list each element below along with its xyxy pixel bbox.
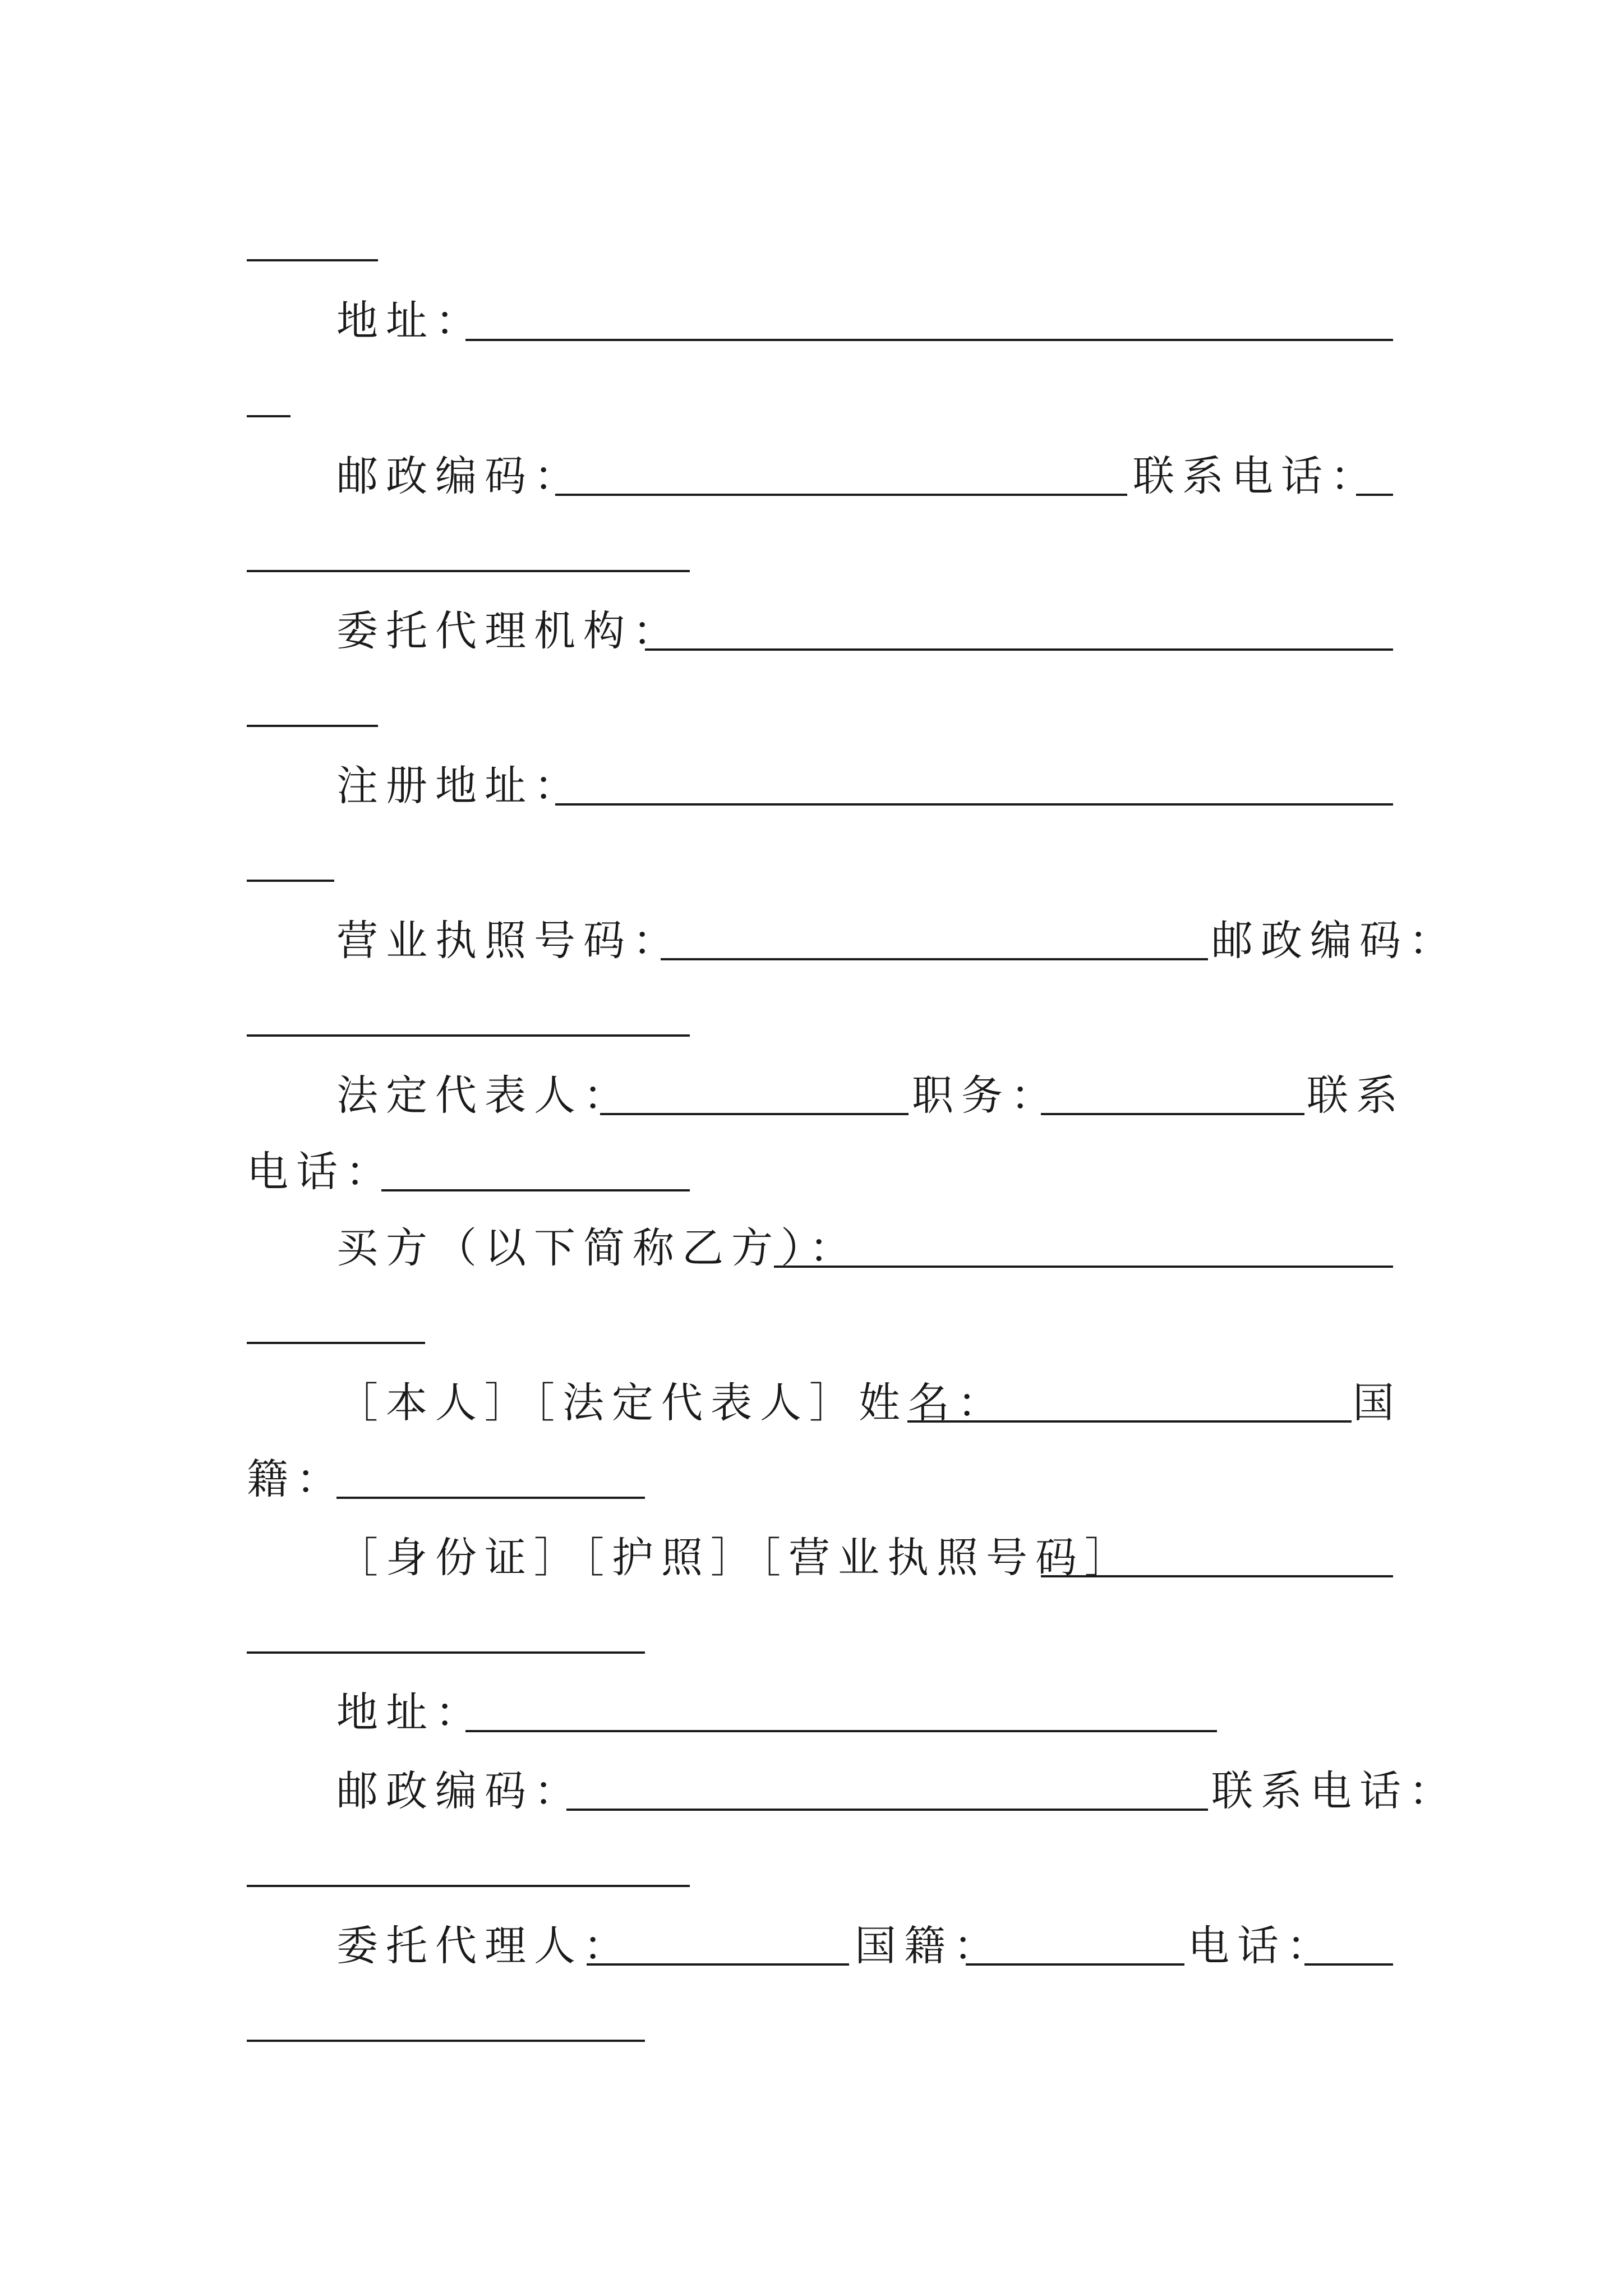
phone-field-continuation[interactable] xyxy=(247,570,690,572)
license-number-label: 营业执照号码： xyxy=(336,917,682,965)
postcode-label: 邮政编码： xyxy=(336,452,583,500)
buyer-phone-field[interactable] xyxy=(247,1885,690,1887)
id-number-field[interactable] xyxy=(1041,1575,1393,1577)
nationality-label-part2: 籍： xyxy=(247,1455,345,1503)
name-field[interactable] xyxy=(907,1420,1352,1423)
agent-phone-field[interactable] xyxy=(1304,1963,1393,1966)
nationality-label-part1: 国 xyxy=(1353,1379,1402,1427)
buyer-field-continuation[interactable] xyxy=(247,1342,425,1344)
buyer-phone-label: 联系电话： xyxy=(1211,1767,1458,1815)
agency-field[interactable] xyxy=(645,648,1393,651)
address-label: 地址： xyxy=(336,297,485,345)
registered-address-field[interactable] xyxy=(555,803,1393,806)
nationality-field[interactable] xyxy=(336,1497,645,1499)
address-field[interactable] xyxy=(465,339,1393,341)
legal-representative-label: 法定代表人： xyxy=(336,1071,633,1120)
agent-nationality-label: 国籍： xyxy=(855,1922,1003,1970)
agency-label: 委托代理机构： xyxy=(336,607,682,655)
agent-nationality-field[interactable] xyxy=(966,1963,1184,1966)
buyer-address-label: 地址： xyxy=(336,1688,485,1737)
phone-field[interactable] xyxy=(1356,494,1393,496)
position-label: 职务： xyxy=(912,1071,1060,1120)
buyer-field[interactable] xyxy=(774,1266,1393,1268)
identity-name-label: ［本人］［法定代表人］姓名： xyxy=(336,1379,1007,1427)
agency-postcode-field[interactable] xyxy=(247,1034,690,1037)
position-field[interactable] xyxy=(1041,1113,1304,1115)
registered-address-label: 注册地址： xyxy=(336,762,583,810)
agency-postcode-label: 邮政编码： xyxy=(1211,917,1458,965)
agent-phone-field-continuation[interactable] xyxy=(247,2040,645,2042)
legal-representative-phone-field[interactable] xyxy=(381,1189,690,1191)
id-type-label: ［身份证］［护照］［营业执照号码］ xyxy=(336,1534,1134,1582)
agent-label: 委托代理人： xyxy=(336,1922,633,1970)
agent-phone-label: 电话： xyxy=(1188,1922,1336,1970)
agency-field-continuation[interactable] xyxy=(247,725,378,727)
buyer-postcode-field[interactable] xyxy=(566,1809,1208,1811)
agent-field[interactable] xyxy=(587,1963,849,1966)
license-number-field[interactable] xyxy=(661,958,1208,960)
contact-label-part2: 电话： xyxy=(247,1148,395,1196)
id-number-field-continuation[interactable] xyxy=(247,1651,645,1654)
phone-label: 联系电话： xyxy=(1133,452,1380,500)
contact-label-part1: 联系 xyxy=(1307,1071,1405,1120)
registered-address-field-continuation[interactable] xyxy=(247,880,334,882)
buyer-label: 买方（以下简称乙方）： xyxy=(336,1224,859,1272)
legal-representative-field[interactable] xyxy=(600,1113,909,1115)
buyer-address-field[interactable] xyxy=(465,1730,1217,1732)
blank-line-continuation-1[interactable] xyxy=(247,259,378,261)
postcode-field[interactable] xyxy=(555,494,1127,496)
buyer-postcode-label: 邮政编码： xyxy=(336,1767,583,1815)
address-field-continuation[interactable] xyxy=(247,415,291,417)
